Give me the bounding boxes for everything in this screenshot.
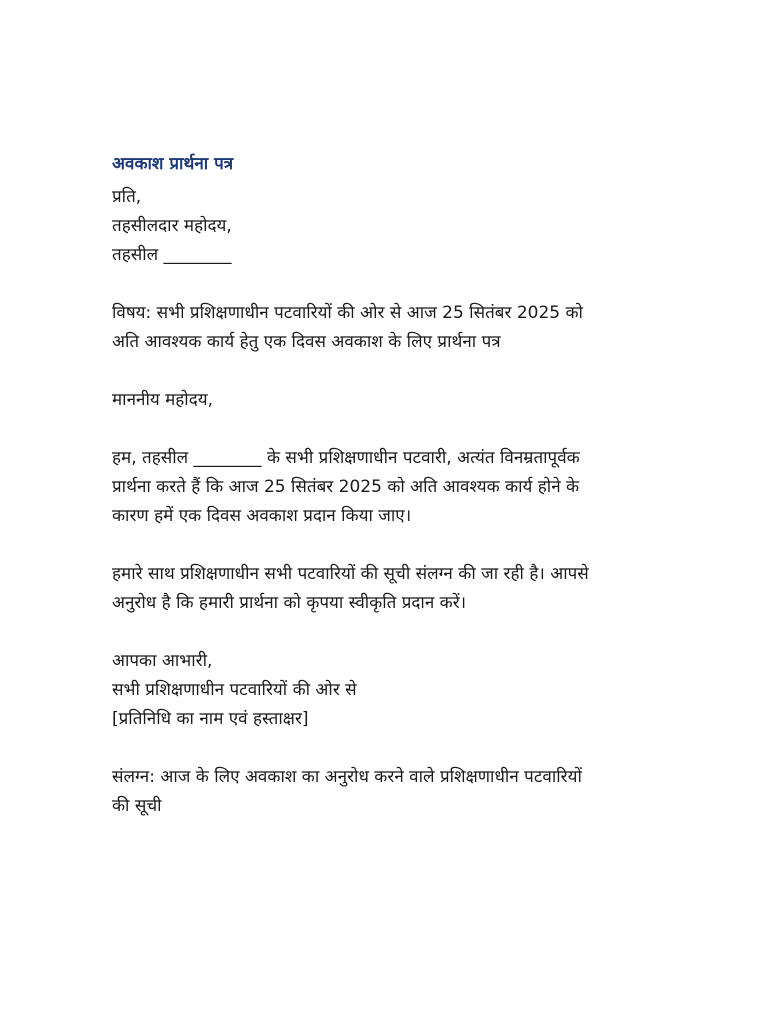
body-p1-line-2: प्रार्थना करते हैं कि आज 25 सितंबर 2025 को अति आवश्यक कार्य होने के <box>112 477 580 497</box>
enclosure-line-2: की सूची <box>112 796 162 816</box>
spacer <box>112 734 672 763</box>
body-p1-line-1: हम, तहसील ________ के सभी प्रशिक्षणाधीन पटवारी, अत्यंत विनम्रतापूर्वक <box>112 448 580 468</box>
enclosure-block <box>112 763 672 821</box>
body-paragraph-2 <box>112 560 672 618</box>
address-recipient: तहसीलदार महोदय, <box>112 216 232 236</box>
closing-signature: [प्रतिनिधि का नाम एवं हस्ताक्षर] <box>112 709 309 729</box>
salutation: माननीय महोदय, <box>112 390 213 410</box>
closing-thanks: आपका आभारी, <box>112 651 213 671</box>
spacer <box>112 531 672 560</box>
body-p1-line-3: कारण हमें एक दिवस अवकाश प्रदान किया जाए। <box>112 506 412 526</box>
spacer <box>112 415 672 444</box>
closing-block <box>112 647 672 734</box>
subject-line-2: अति आवश्यक कार्य हेतु एक दिवस अवकाश के लिए प्रार्थना पत्र <box>112 332 501 352</box>
letter-title: अवकाश प्रार्थना पत्र <box>112 154 234 174</box>
address-office: तहसील ________ <box>112 245 232 265</box>
body-paragraph-1 <box>112 444 672 531</box>
body-p2-line-2: अनुरोध है कि हमारी प्रार्थना को कृपया स्वीकृति प्रदान करें। <box>112 593 467 613</box>
subject-line-1: विषय: सभी प्रशिक्षणाधीन पटवारियों की ओर से आज 25 सितंबर 2025 को <box>112 303 583 323</box>
subject-block <box>112 299 672 357</box>
closing-on-behalf: सभी प्रशिक्षणाधीन पटवारियों की ओर से <box>112 680 357 700</box>
spacer <box>112 618 672 647</box>
spacer <box>112 357 672 386</box>
spacer <box>112 270 672 299</box>
letter-page <box>112 150 672 821</box>
enclosure-line-1: संलग्न: आज के लिए अवकाश का अनुरोध करने वाले प्रशिक्षणाधीन पटवारियों <box>112 767 582 787</box>
body-p2-line-1: हमारे साथ प्रशिक्षणाधीन सभी पटवारियों की सूची संलग्न की जा रही है। आपसे <box>112 564 589 584</box>
address-to: प्रति, <box>112 187 142 207</box>
